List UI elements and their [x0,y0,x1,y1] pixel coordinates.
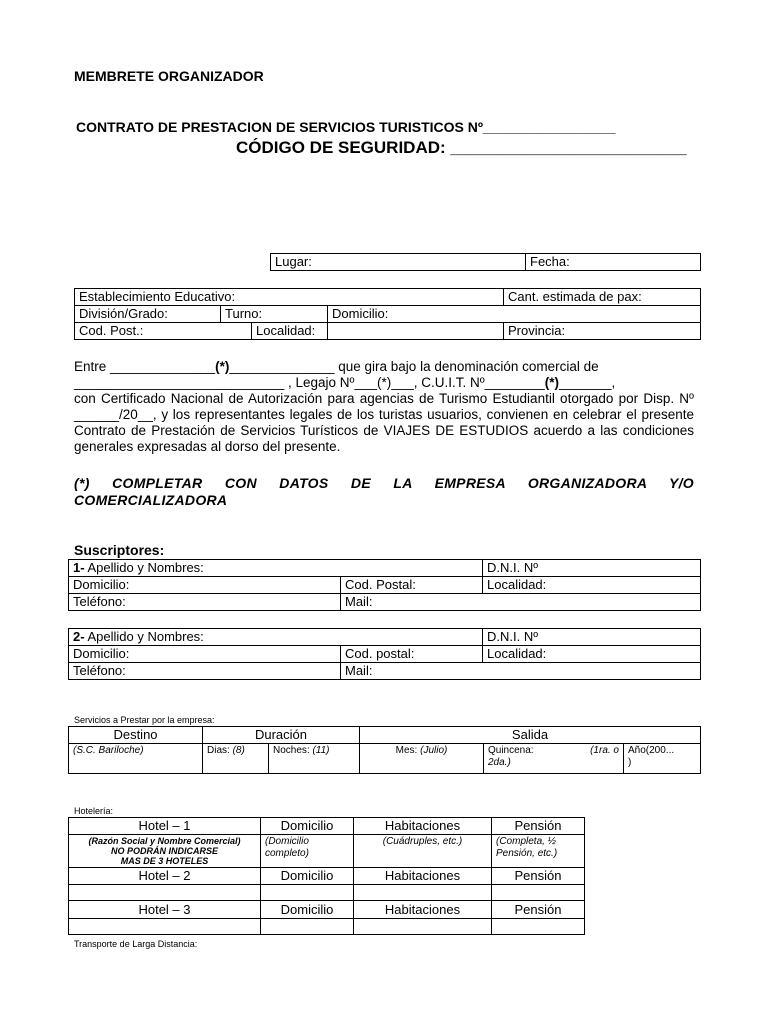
subscriber-2-table [68,628,701,680]
hotel-2-address-field[interactable] [261,885,354,901]
postal-locality-cell [75,323,328,340]
hotels-caption: Hotelería: [74,806,114,816]
place-date-table [270,253,701,271]
contract-intro [74,359,694,455]
province-field[interactable]: Provincia: [504,323,701,340]
nights-field[interactable]: Noches: (11) [269,744,360,774]
date-field[interactable]: Fecha: [526,254,701,271]
division-field[interactable]: División/Grado: [75,306,221,323]
subscriber-2-name-field[interactable]: 2- Apellido y Nombres: [69,629,483,646]
year-field[interactable]: Año(200... ) [624,744,701,774]
hotel-2-board-header: Pensión [492,868,585,885]
subscribers-heading: Suscriptores: [74,542,165,558]
subscriber-2-address-field[interactable]: Domicilio: [69,646,341,663]
hotel-3-rooms-header: Habitaciones [354,901,492,919]
intro-line-2: ____________________________ , Legajo Nº___(*)___, C.U.I.T. Nº________(*)_______, [74,375,616,390]
hotel-1-address-hint[interactable]: (Domicilio completo) [261,835,354,868]
services-header-departure: Salida [360,727,701,744]
services-caption: Servicios a Prestar por la empresa: [74,715,215,725]
school-table [74,288,701,340]
hotel-1-header: Hotel – 1 [69,818,261,835]
subscriber-1-name-field[interactable]: 1- Apellido y Nombres: [69,560,483,577]
security-code: CÓDIGO DE SEGURIDAD: _________________________ [236,138,687,157]
place-field[interactable]: Lugar: [271,254,526,271]
hotel-2-name-field[interactable] [69,885,261,901]
subscriber-1-phone-field[interactable]: Teléfono: [69,594,341,611]
fortnight-field[interactable]: Quincena: (1ra. o 2da.) [484,744,624,774]
letterhead-label: MEMBRETE ORGANIZADOR [74,68,264,84]
pax-count-field[interactable]: Cant. estimada de pax: [504,289,701,306]
intro-body: con Certificado Nacional de Autorización para agencias de Turismo Estudiantil otorgado por Disp. Nº ______/20__, y los representantes legales de los turistas usuarios, convienen en celebrar el presente Contrato de Prestación de Servicios Turísticos de VIAJES DE ESTUDIOS acuerdo a las condiciones generales expresadas al dorso del presente. [74,391,694,454]
hotel-3-address-field[interactable] [261,919,354,935]
subscriber-1-locality-field[interactable]: Localidad: [483,577,701,594]
subscriber-2-phone-field[interactable]: Teléfono: [69,663,341,680]
contract-title: CONTRATO DE PRESTACION DE SERVICIOS TURISTICOS Nº_________________ [76,119,616,135]
hotels-table [68,817,585,935]
month-field[interactable]: Mes: (Julio) [360,744,484,774]
shift-field[interactable]: Turno: [221,306,328,323]
services-table [68,726,701,774]
hotel-2-rooms-header: Habitaciones [354,868,492,885]
hotel-1-rooms-header: Habitaciones [354,818,492,835]
hotel-1-board-header: Pensión [492,818,585,835]
services-header-duration: Duración [203,727,360,744]
subscriber-2-dni-field[interactable]: D.N.I. Nº [483,629,701,646]
subscriber-2-postal-field[interactable]: Cod. postal: [341,646,483,663]
hotel-1-rooms-hint[interactable]: (Cuádruples, etc.) [354,835,492,868]
hotel-3-board-field[interactable] [492,919,585,935]
school-name-field[interactable]: Establecimiento Educativo: [75,289,504,306]
subscriber-1-address-field[interactable]: Domicilio: [69,577,341,594]
subscriber-1-mail-field[interactable]: Mail: [341,594,701,611]
destination-value[interactable]: (S.C. Bariloche) [69,744,203,774]
locality-field[interactable]: Localidad: [256,323,316,338]
hotel-2-board-field[interactable] [492,885,585,901]
hotel-1-instructions: (Razón Social y Nombre Comercial) NO PODRÁN INDICARSE MAS DE 3 HOTELES [69,835,261,868]
subscriber-2-locality-field[interactable]: Localidad: [483,646,701,663]
postal-code-field[interactable]: Cod. Post.: [75,323,252,339]
hotel-1-board-hint[interactable]: (Completa, ½ Pensión, etc.) [492,835,585,868]
transport-caption: Transporte de Larga Distancia: [74,939,198,949]
subscriber-1-dni-field[interactable]: D.N.I. Nº [483,560,701,577]
subscriber-1-postal-field[interactable]: Cod. Postal: [341,577,483,594]
hotel-1-address-header: Domicilio [261,818,354,835]
days-field[interactable]: Dias: (8) [203,744,269,774]
hotel-3-address-header: Domicilio [261,901,354,919]
hotel-3-name-field[interactable] [69,919,261,935]
subscriber-1-table [68,559,701,611]
intro-line-1: Entre ______________(*)______________ que gira bajo la denominación comercial de [74,359,599,374]
hotel-2-address-header: Domicilio [261,868,354,885]
hotel-3-header: Hotel – 3 [69,901,261,919]
address-field[interactable]: Domicilio: [328,306,701,323]
services-header-destination: Destino [69,727,203,744]
locality-extension [328,323,504,340]
hotel-3-board-header: Pensión [492,901,585,919]
completion-note: (*) COMPLETAR CON DATOS DE LA EMPRESA ORGANIZADORA Y/O COMERCIALIZADORA [74,475,694,508]
subscriber-2-mail-field[interactable]: Mail: [341,663,701,680]
hotel-2-rooms-field[interactable] [354,885,492,901]
hotel-2-header: Hotel – 2 [69,868,261,885]
hotel-3-rooms-field[interactable] [354,919,492,935]
